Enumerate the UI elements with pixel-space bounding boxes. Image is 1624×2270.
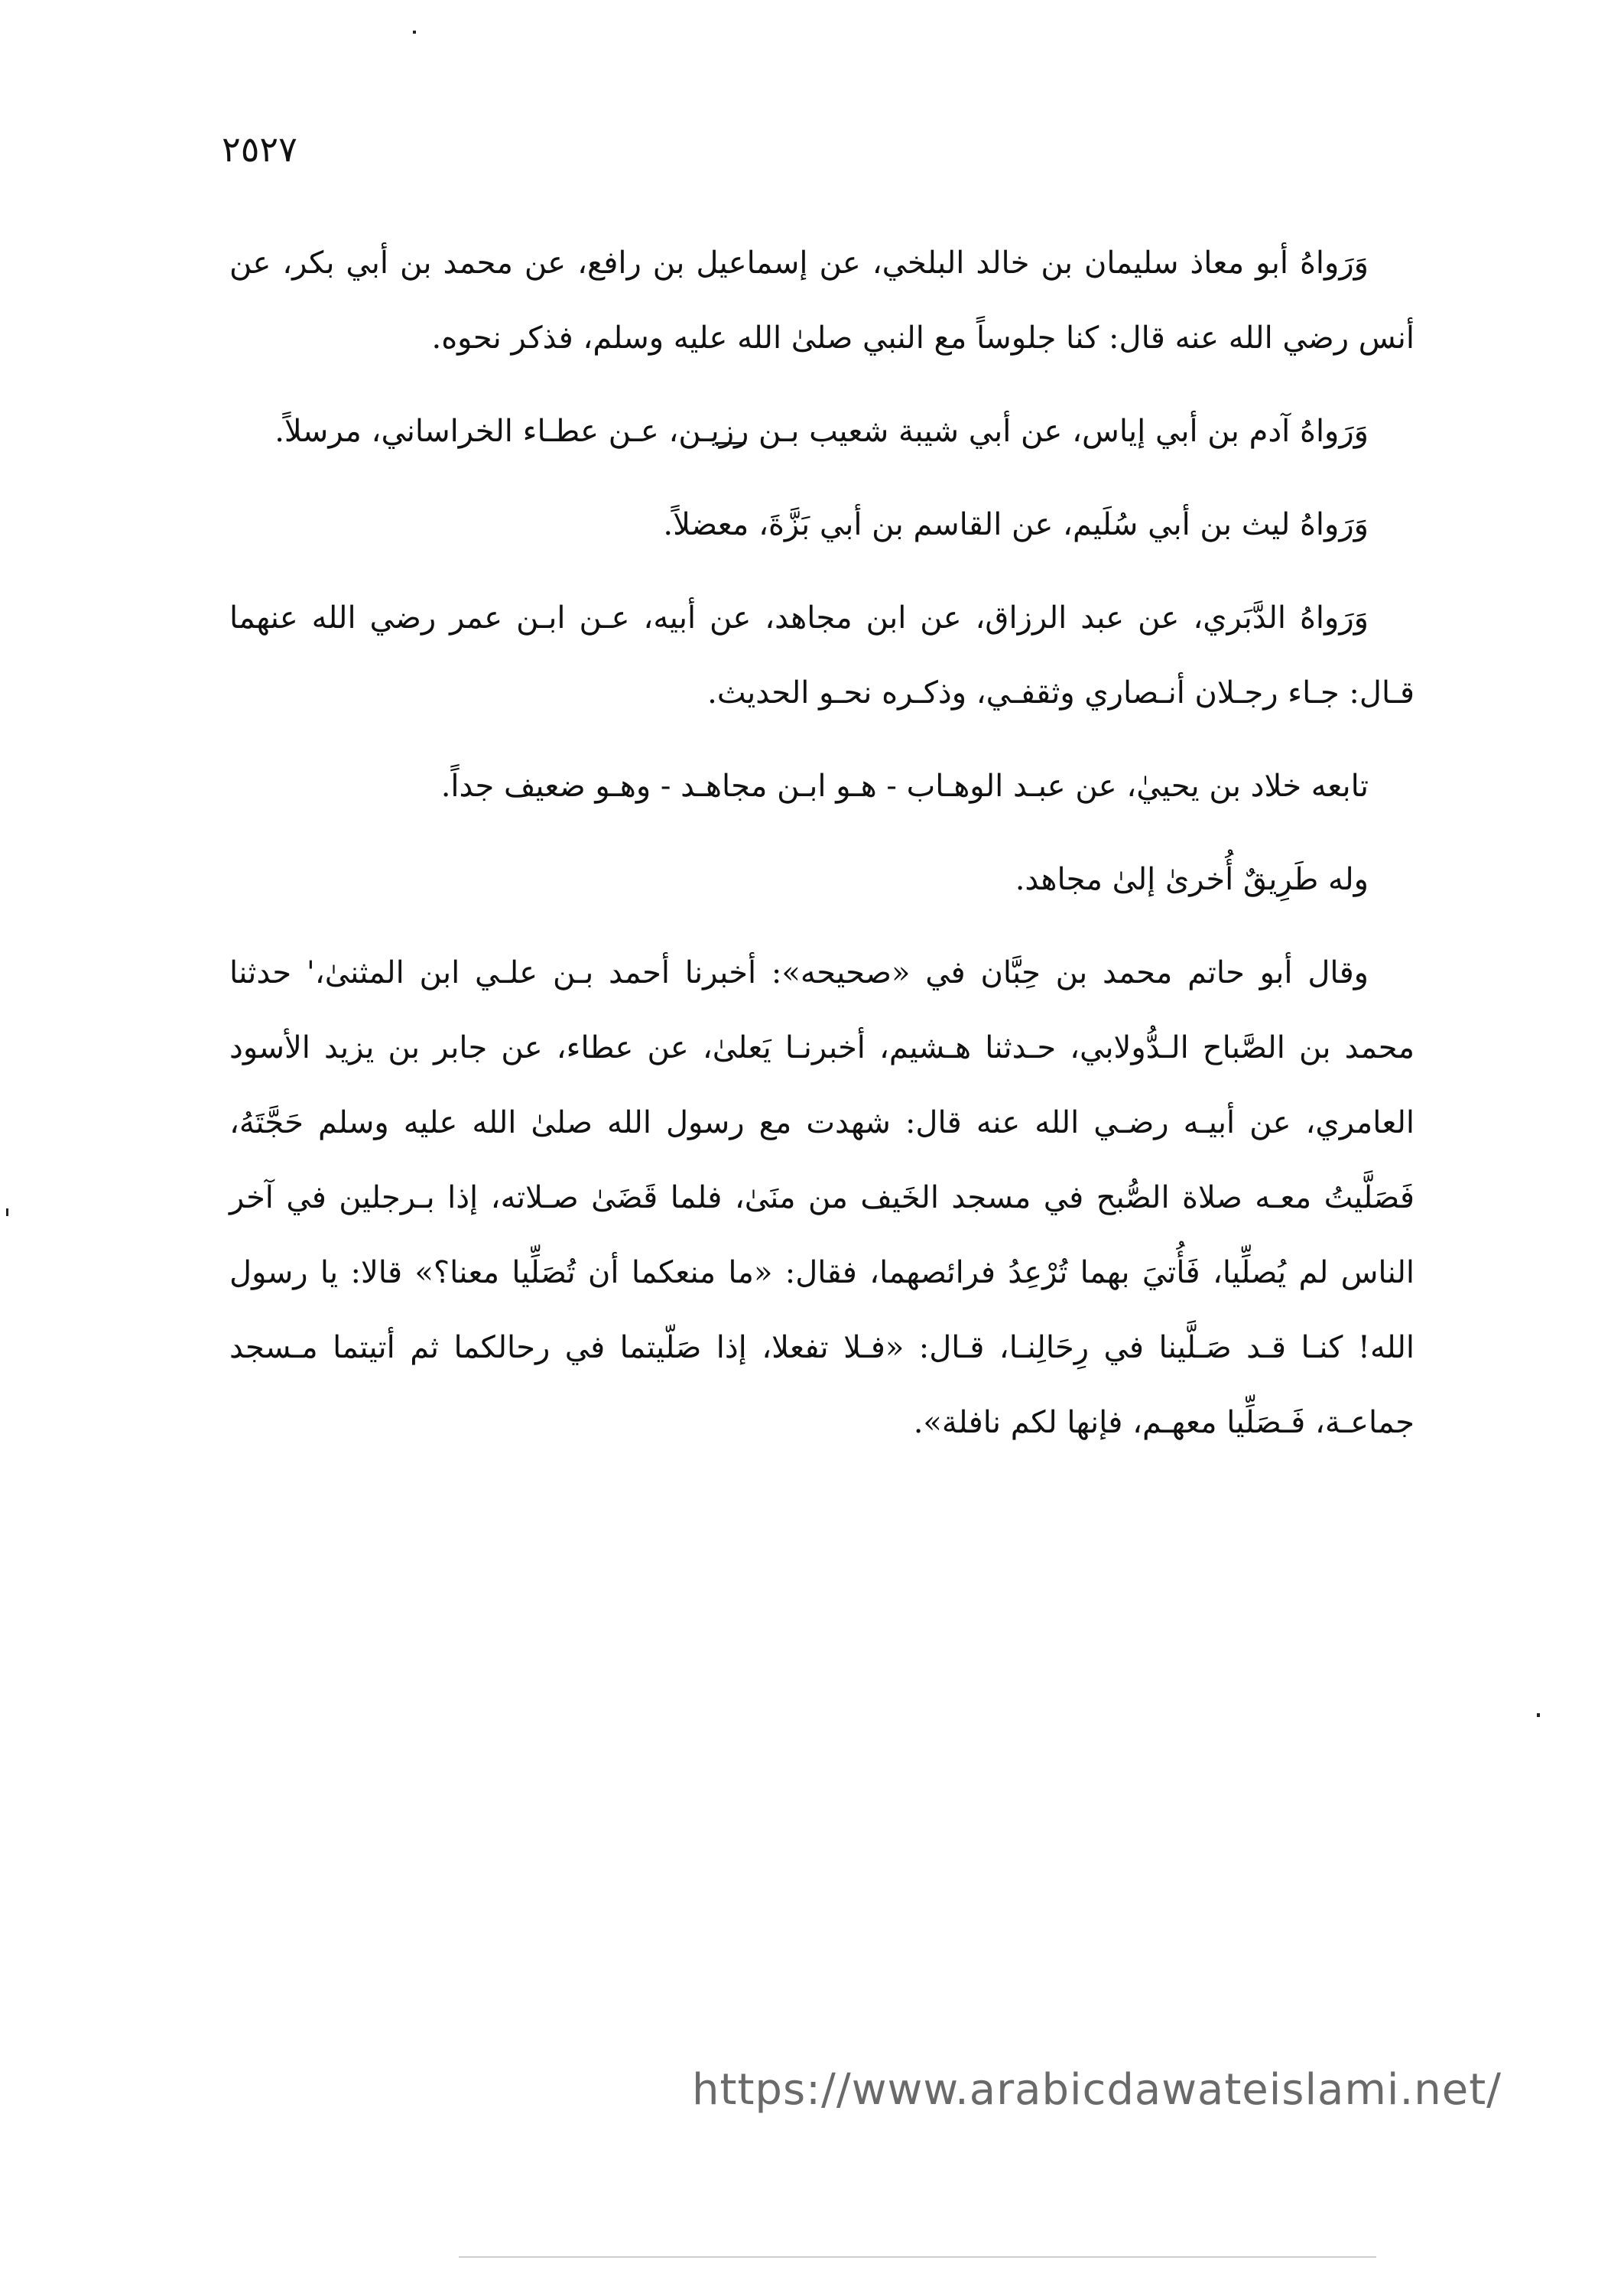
paragraph-5: تابعه خلاد بن يحييٰ، عن عبـد الوهـاب - هـو ابـن مجاهـد - وهـو ضعيف جداً. (440, 769, 1369, 804)
paragraph-2: وَرَواهُ آدم بن أبي إياس، عن أبي شيبة شعيب بـن رزيـن، عـن عطـاء الخراساني، مرسلاً. (274, 414, 1369, 449)
scan-speck (413, 31, 416, 34)
paragraph-4: وَرَواهُ الدَّبَري، عن عبد الرزاق، عن ابن مجاهد، عن أبيه، عـن ابـن عمر رضي الله عنهما قـال: جـاء رجـلان أنـصاري وثقفـي، وذكـره نحـو الحديث. (229, 600, 1415, 711)
body-text (229, 226, 1415, 1478)
scan-speck (1537, 1713, 1540, 1717)
scan-edge (459, 2256, 1376, 2258)
paragraph-7: وقال أبو حاتم محمد بن حِبَّان في «صحيحه»: أخبرنا أحمد بـن علـي ابن المثنىٰ،' حدثنا محمد بن الصَّباح الـدُّولابي، حـدثنا هـشيم، أخبرنـا يَعلىٰ، عن عطاء، عن جابر بن يزيد الأسود العامري، عن أبيـه رضـي الله عنه قال: شهدت مع رسول الله صلىٰ الله عليه وسلم حَجَّتَهُ، فَصَلَّيتُ معـه صلاة الصُّبح في مسجد الخَيف من منَىٰ، فلما قَضَىٰ صـلاته، إذا بـرجلين في آخر الناس لم يُصلِّيا، فَأُتيَ بهما تُرْعِدُ فرائصهما، فقال: «ما منعكما أن تُصَلِّيا معنا؟» قالا: يا رسول الله! كنـا قـد صَـلَّينا في رِحَالِنـا، قـال: «فـلا تفعلا، إذا صَلّيتما في رحالكما ثم أتيتما مـسجد جماعـة، فَـصَلِّيا معهـم، فإنها لكم نافلة». (229, 955, 1415, 1440)
paragraph-1: وَرَواهُ أبو معاذ سليمان بن خالد البلخي، عن إسماعيل بن رافع، عن محمد بن أبي بكر، عن أنس رضي الله عنه قال: كنا جلوساً مع النبي صلىٰ الله عليه وسلم، فذكر نحوه. (229, 246, 1415, 356)
paragraph-3: وَرَواهُ ليث بن أبي سُلَيم، عن القاسم بن أبي بَزَّةَ، معضلاً. (663, 507, 1369, 542)
paragraph-6: وله طَرِيقٌ أُخرىٰ إلىٰ مجاهد. (1015, 862, 1369, 897)
scan-speck (6, 1208, 8, 1216)
source-url-link[interactable]: https://www.arabicdawateislami.net/ (692, 2065, 1502, 2115)
page-number: ٢٥٢٧ (222, 128, 297, 170)
